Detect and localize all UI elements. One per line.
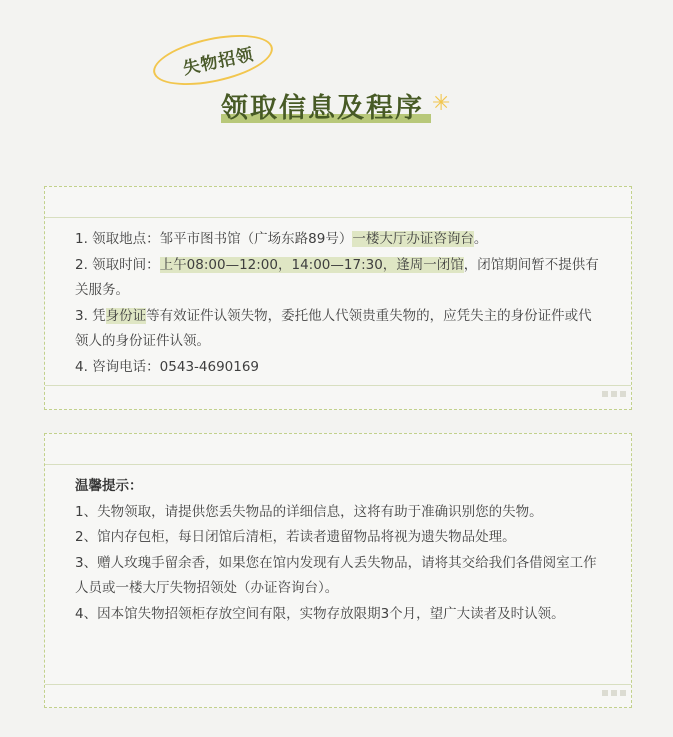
tag-label: 失物招领 [181,44,256,80]
pickup-phone-line: 4. 咨询电话：0543-4690169 [75,358,260,375]
corner-dots-decoration [599,382,629,388]
corner-dots-decoration [599,681,629,687]
tip-item: 4、因本馆失物招领柜存放空间有限，实物存放限期3个月，望广大读者及时认领。 [75,605,565,622]
pickup-time-line: 2. 领取时间：上午08:00—12:00，14:00—17:30，逢周一闭馆，闭馆期间暂不提供有关服务。 [75,256,599,298]
card-bottom-divider [45,385,631,386]
sparkle-icon: ✳ [432,91,451,116]
card-top-divider [45,217,631,218]
pickup-id-line: 3. 凭身份证等有效证件认领失物，委托他人代领贵重失物的，应凭失主的身份证件或代领人的身份证件认领。 [75,307,592,349]
tip-item: 3、赠人玫瑰手留余香，如果您在馆内发现有人丢失物品，请将其交给我们各借阅室工作人员或一楼大厅失物招领处（办证咨询台）。 [75,554,597,596]
card-top-divider [45,464,631,465]
tip-item: 1、失物领取，请提供您丢失物品的详细信息，这将有助于准确识别您的失物。 [75,503,543,520]
tip-item: 2、馆内存包柜，每日闭馆后清柜，若读者遗留物品将视为遗失物品处理。 [75,529,516,545]
pickup-info-content [75,227,605,380]
page-title: 领取信息及程序 [221,93,424,124]
pickup-info-card [44,186,632,410]
title-wrap [221,86,424,125]
tips-content [75,474,605,627]
tips-card [44,433,632,708]
pickup-location-line: 1. 领取地点：邹平市图书馆（广场东路89号）一楼大厅办证咨询台。 [75,231,488,247]
header [0,0,673,150]
tips-heading: 温馨提示： [75,478,143,494]
card-bottom-divider [45,684,631,685]
